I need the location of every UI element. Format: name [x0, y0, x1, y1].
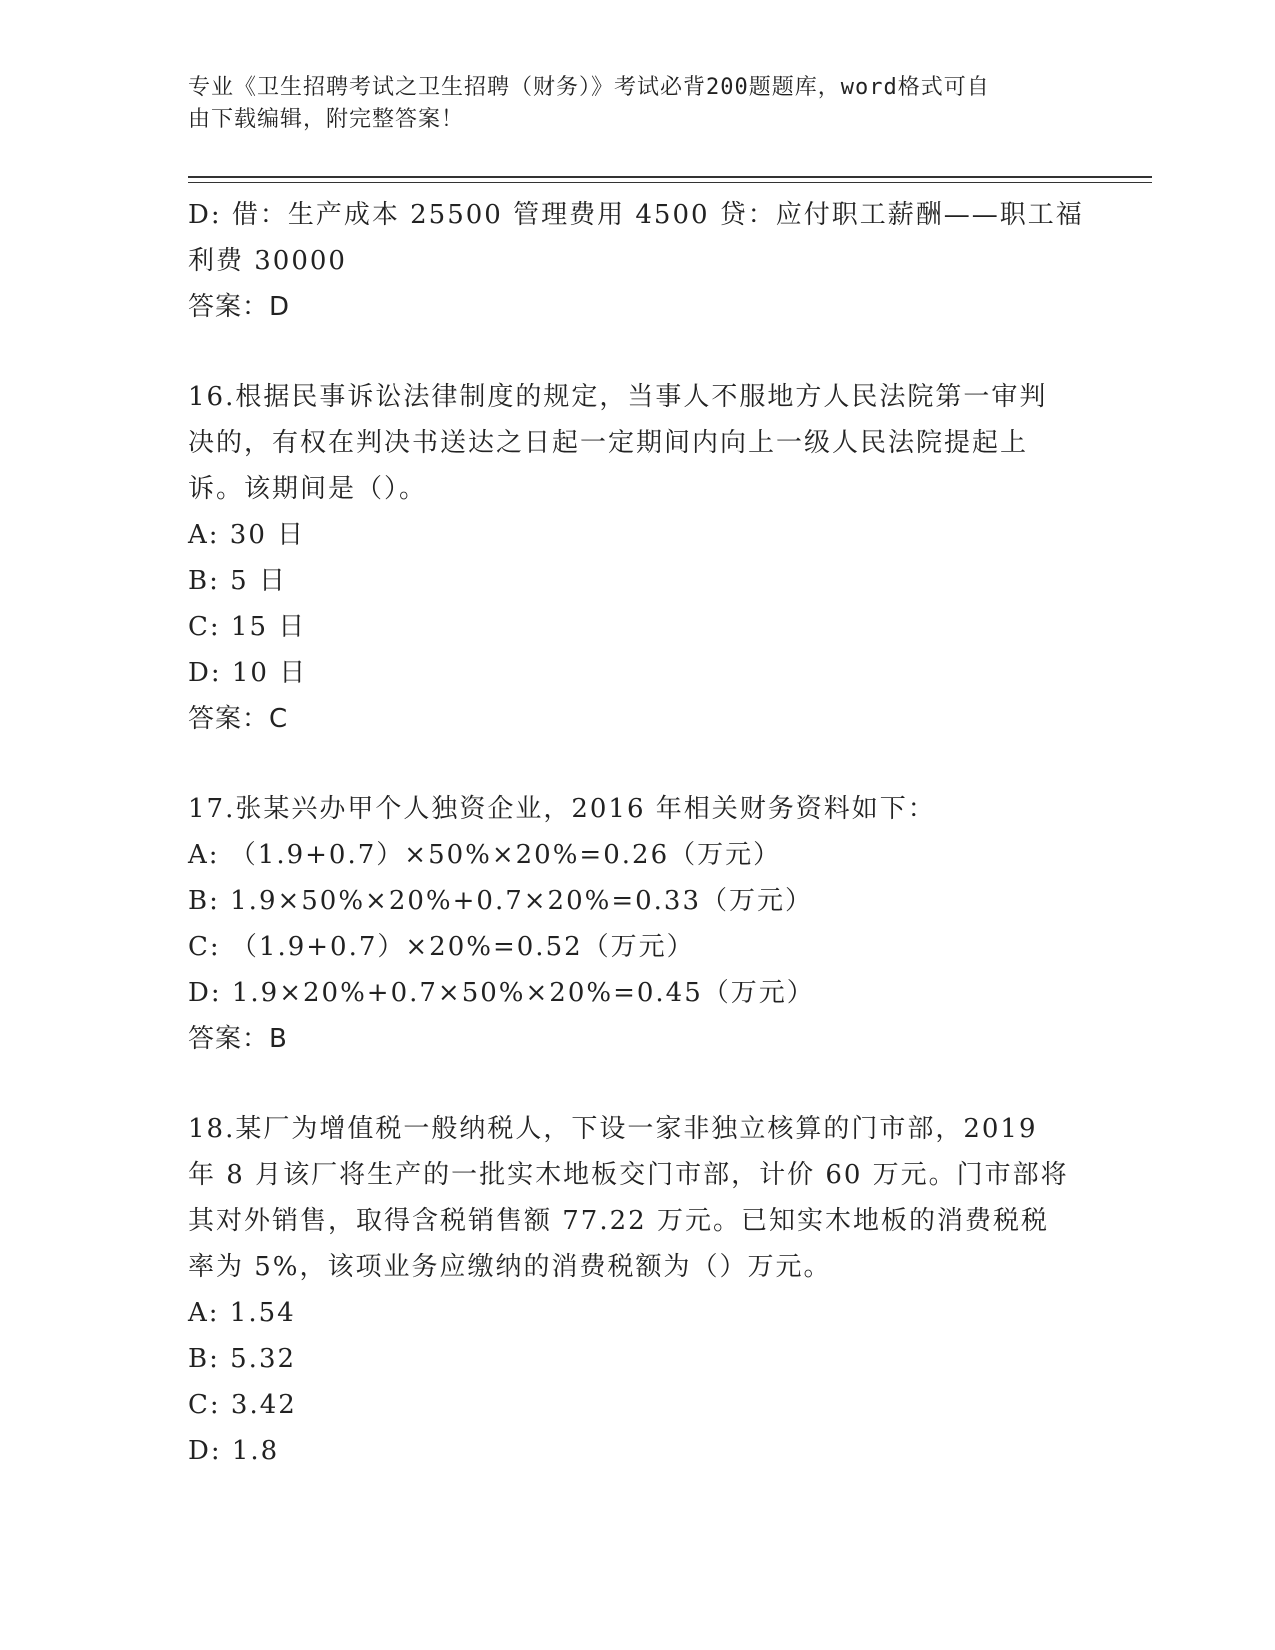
question-15 [188, 192, 1088, 330]
option-b: B: 5 日 [188, 566, 287, 596]
answer-line: 答案：C [188, 704, 289, 734]
question-stem-line-3: 诉。该期间是（）。 [188, 474, 428, 504]
header-divider-thick [188, 176, 1152, 178]
question-stem-line-1: 17.张某兴办甲个人独资企业，2016 年相关财务资料如下： [188, 794, 936, 824]
option-d: D: 1.8 [188, 1436, 280, 1466]
header-line-2: 由下载编辑，附完整答案！ [188, 107, 465, 132]
option-c: C: 3.42 [188, 1390, 297, 1420]
header-line-1: 专业《卫生招聘考试之卫生招聘（财务）》考试必背200题题库，word格式可自 [188, 75, 990, 100]
question-18 [188, 1106, 1088, 1474]
answer-line: 答案：D [188, 292, 291, 322]
option-a: A: （1.9+0.7）×50%×20%=0.26（万元） [188, 840, 782, 870]
option-a: A: 30 日 [188, 520, 306, 550]
option-d-line-1: D: 借：生产成本 25500 管理费用 4500 贷：应付职工薪酬——职工福 [188, 200, 1084, 230]
question-stem-line-3: 其对外销售，取得含税销售额 77.22 万元。已知实木地板的消费税税 [188, 1206, 1049, 1236]
question-list [188, 192, 1088, 1474]
option-a: A: 1.54 [188, 1298, 296, 1328]
question-stem-line-2: 年 8 月该厂将生产的一批实木地板交门市部，计价 60 万元。门市部将 [188, 1160, 1069, 1190]
question-16 [188, 374, 1088, 742]
option-c: C: 15 日 [188, 612, 307, 642]
option-b: B: 5.32 [188, 1344, 297, 1374]
option-b: B: 1.9×50%×20%+0.7×20%=0.33（万元） [188, 886, 814, 916]
option-d: D: 1.9×20%+0.7×50%×20%=0.45（万元） [188, 978, 815, 1008]
option-d: D: 10 日 [188, 658, 308, 688]
answer-line: 答案：B [188, 1024, 288, 1054]
question-stem-line-1: 16.根据民事诉讼法律制度的规定，当事人不服地方人民法院第一审判 [188, 382, 1048, 412]
option-c: C: （1.9+0.7）×20%=0.52（万元） [188, 932, 695, 962]
header-divider-thin [188, 182, 1152, 183]
question-stem-line-4: 率为 5%，该项业务应缴纳的消费税额为（）万元。 [188, 1252, 832, 1282]
question-stem-line-2: 决的，有权在判决书送达之日起一定期间内向上一级人民法院提起上 [188, 428, 1029, 458]
document-header [188, 72, 1068, 136]
question-17 [188, 786, 1088, 1062]
option-d-line-2: 利费 30000 [188, 246, 347, 276]
question-stem-line-1: 18.某厂为增值税一般纳税人，下设一家非独立核算的门市部，2019 [188, 1114, 1038, 1144]
